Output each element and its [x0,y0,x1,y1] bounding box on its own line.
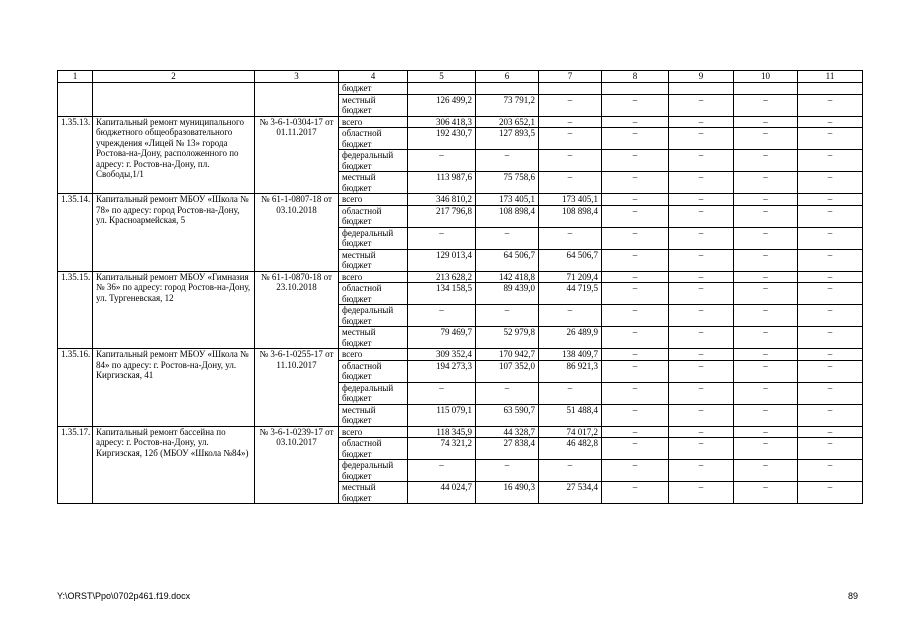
item-number-cell: 1.35.17. [58,426,93,504]
value-cell: – [798,349,863,361]
value-cell: – [798,283,863,305]
value-cell: 129 013,4 [408,249,476,271]
value-cell: 306 418,3 [408,116,476,128]
value-cell: – [539,382,602,404]
value-cell: – [602,482,669,504]
value-cell: – [669,404,734,426]
value-cell: 126 499,2 [408,94,476,116]
value-cell: 113 987,6 [408,172,476,194]
value-cell: 107 352,0 [476,360,539,382]
value-cell: – [602,227,669,249]
value-cell: – [669,305,734,327]
value-cell: 27 838,4 [476,438,539,460]
value-cell: – [669,249,734,271]
value-cell: – [669,227,734,249]
value-cell: – [798,227,863,249]
value-cell: – [734,327,798,349]
funding-source-cell: местный бюджет [339,327,408,349]
item-name-cell: Капитальный ремонт МБОУ «Школа № 78» по адресу: город Ростов-на-Дону, ул. Красноармейская, 5 [93,194,255,272]
funding-source-cell: всего [339,426,408,438]
value-cell: – [734,128,798,150]
value-cell: 173 405,1 [476,194,539,206]
value-cell: – [539,150,602,172]
value-cell: 79 469,7 [408,327,476,349]
value-cell: – [734,116,798,128]
item-number-cell: 1.35.13. [58,116,93,194]
item-name-cell [93,83,255,117]
value-cell: 192 430,7 [408,128,476,150]
column-number: 9 [669,71,734,83]
value-cell: 71 209,4 [539,271,602,283]
value-cell: – [602,249,669,271]
funding-source-cell: федеральный бюджет [339,150,408,172]
value-cell: 173 405,1 [539,194,602,206]
value-cell: – [539,128,602,150]
value-cell: – [476,305,539,327]
value-cell: 86 921,3 [539,360,602,382]
value-cell: – [539,227,602,249]
value-cell: – [539,116,602,128]
value-cell: – [734,305,798,327]
value-cell: – [798,305,863,327]
value-cell: – [602,283,669,305]
value-cell: 309 352,4 [408,349,476,361]
value-cell: – [669,426,734,438]
table-row [58,194,863,206]
funding-source-cell: федеральный бюджет [339,305,408,327]
value-cell: 108 898,4 [476,205,539,227]
value-cell: – [734,94,798,116]
value-cell: 89 439,0 [476,283,539,305]
column-number: 4 [339,71,408,83]
value-cell: 346 810,2 [408,194,476,206]
value-cell: – [602,460,669,482]
document-cell: № 61-1-0870-18 от 23.10.2018 [255,271,339,349]
value-cell: – [602,271,669,283]
funding-source-cell: федеральный бюджет [339,227,408,249]
value-cell: 170 942,7 [476,349,539,361]
value-cell: – [798,482,863,504]
value-cell: – [798,172,863,194]
column-number: 2 [93,71,255,83]
value-cell: 138 409,7 [539,349,602,361]
value-cell: 51 488,4 [539,404,602,426]
value-cell: – [669,194,734,206]
value-cell: 44 328,7 [476,426,539,438]
value-cell: 74 017,2 [539,426,602,438]
value-cell: 44 719,5 [539,283,602,305]
value-cell: – [798,249,863,271]
value-cell: 63 590,7 [476,404,539,426]
value-cell: – [602,426,669,438]
table-body [58,83,863,504]
value-cell: – [669,150,734,172]
value-cell: – [408,382,476,404]
value-cell: – [734,172,798,194]
value-cell: – [476,382,539,404]
value-cell: – [602,382,669,404]
value-cell: – [408,227,476,249]
value-cell: – [602,438,669,460]
funding-source-cell: всего [339,194,408,206]
table-row [58,116,863,128]
value-cell: – [408,460,476,482]
value-cell: – [734,194,798,206]
value-cell: – [734,227,798,249]
document-path: Y:\ORST\Ppo\0702p461.f19.docx [57,591,191,601]
value-cell: – [734,382,798,404]
value-cell: 64 506,7 [539,249,602,271]
value-cell: – [734,283,798,305]
item-number-cell [58,83,93,117]
funding-source-cell: областной бюджет [339,128,408,150]
funding-source-cell: всего [339,271,408,283]
value-cell: – [798,128,863,150]
value-cell: – [734,271,798,283]
funding-source-cell: всего [339,116,408,128]
column-number: 1 [58,71,93,83]
document-cell: № 3-6-1-0304-17 от 01.11.2017 [255,116,339,194]
value-cell: – [602,327,669,349]
funding-source-cell: бюджет [339,83,408,95]
value-cell: 217 796,8 [408,205,476,227]
value-cell: – [539,460,602,482]
value-cell: – [798,150,863,172]
value-cell: – [602,116,669,128]
value-cell: 27 534,4 [539,482,602,504]
value-cell: 44 024,7 [408,482,476,504]
item-number-cell: 1.35.15. [58,271,93,349]
item-number-cell: 1.35.16. [58,349,93,427]
item-name-cell: Капитальный ремонт бассейна по адресу: г. Ростов-на-Дону, ул. Киргизская, 12б (МБОУ «Школа №84») [93,426,255,504]
document-cell: № 61-1-0807-18 от 03.10.2018 [255,194,339,272]
value-cell: 203 652,1 [476,116,539,128]
column-number: 11 [798,71,863,83]
value-cell: – [602,404,669,426]
value-cell: 75 758,6 [476,172,539,194]
funding-source-cell: всего [339,349,408,361]
value-cell: – [798,460,863,482]
document-cell: № 3-6-1-0255-17 от 11.10.2017 [255,349,339,427]
page-number: 89 [847,591,858,601]
value-cell: – [798,327,863,349]
funding-source-cell: областной бюджет [339,205,408,227]
value-cell: 115 079,1 [408,404,476,426]
value-cell: – [798,438,863,460]
funding-source-cell: федеральный бюджет [339,382,408,404]
value-cell: – [602,360,669,382]
funding-source-cell: местный бюджет [339,404,408,426]
value-cell: – [408,305,476,327]
value-cell: – [798,94,863,116]
value-cell: 73 791,2 [476,94,539,116]
document-cell: № 3-6-1-0239-17 от 03.10.2017 [255,426,339,504]
value-cell: – [669,327,734,349]
value-cell: – [602,150,669,172]
funding-source-cell: областной бюджет [339,438,408,460]
value-cell: – [798,116,863,128]
value-cell: 16 490,3 [476,482,539,504]
value-cell: – [669,271,734,283]
funding-source-cell: местный бюджет [339,249,408,271]
value-cell: 74 321,2 [408,438,476,460]
value-cell: – [798,271,863,283]
value-cell: – [798,404,863,426]
funding-source-cell: местный бюджет [339,482,408,504]
value-cell: 213 628,2 [408,271,476,283]
value-cell: – [669,116,734,128]
document-cell [255,83,339,117]
value-cell: – [476,150,539,172]
budget-table [57,70,863,504]
value-cell: – [669,460,734,482]
value-cell: – [734,205,798,227]
value-cell: – [798,426,863,438]
funding-source-cell: областной бюджет [339,283,408,305]
value-cell: 194 273,3 [408,360,476,382]
value-cell: – [798,205,863,227]
value-cell: – [602,349,669,361]
value-cell: – [798,382,863,404]
value-cell: 134 158,5 [408,283,476,305]
value-cell: – [602,128,669,150]
value-cell: 26 489,9 [539,327,602,349]
value-cell: – [734,360,798,382]
value-cell: – [669,172,734,194]
item-name-cell: Капитальный ремонт МБОУ «Школа № 84» по адресу: г. Ростов-на-Дону, ул. Киргизская, 41 [93,349,255,427]
value-cell: – [539,94,602,116]
value-cell: 64 506,7 [476,249,539,271]
item-number-cell: 1.35.14. [58,194,93,272]
value-cell: – [602,94,669,116]
value-cell: – [602,194,669,206]
funding-source-cell: областной бюджет [339,360,408,382]
value-cell: – [734,426,798,438]
value-cell: – [539,305,602,327]
funding-source-cell: федеральный бюджет [339,460,408,482]
value-cell: – [734,349,798,361]
funding-source-cell: местный бюджет [339,172,408,194]
value-cell: – [734,438,798,460]
item-name-cell: Капитальный ремонт муниципального бюджетного общеобразовательного учреждения «Лицей № 13» города Ростова-на-Дону, расположенного по адресу: г. Ростов-на-Дону, пл. Свободы,1/1 [93,116,255,194]
value-cell: 142 418,8 [476,271,539,283]
table-row [58,271,863,283]
value-cell: – [669,438,734,460]
value-cell: – [669,283,734,305]
value-cell: – [476,460,539,482]
column-number: 8 [602,71,669,83]
value-cell: 52 979,8 [476,327,539,349]
value-cell: – [669,382,734,404]
value-cell: – [539,172,602,194]
table-header [58,71,863,83]
value-cell: – [669,205,734,227]
value-cell: – [734,150,798,172]
table-row [58,83,863,95]
value-cell: – [734,404,798,426]
value-cell: 118 345,9 [408,426,476,438]
value-cell: – [669,128,734,150]
funding-source-cell: местный бюджет [339,94,408,116]
column-number: 7 [539,71,602,83]
value-cell: 108 898,4 [539,205,602,227]
item-name-cell: Капитальный ремонт МБОУ «Гимназия № 36» по адресу: город Ростов-на-Дону, ул. Тургеневская, 12 [93,271,255,349]
value-cell: – [669,482,734,504]
table-row [58,349,863,361]
value-cell: – [734,460,798,482]
column-number: 3 [255,71,339,83]
value-cell: – [476,227,539,249]
value-cell: – [669,360,734,382]
table-row [58,426,863,438]
column-number: 6 [476,71,539,83]
value-cell: 127 893,5 [476,128,539,150]
value-cell: – [734,249,798,271]
value-cell: – [669,349,734,361]
column-number: 5 [408,71,476,83]
value-cell: – [408,150,476,172]
value-cell: – [602,172,669,194]
column-number: 10 [734,71,798,83]
value-cell: – [602,205,669,227]
value-cell: 46 482,8 [539,438,602,460]
value-cell: – [602,305,669,327]
value-cell: – [734,482,798,504]
value-cell: – [669,94,734,116]
value-cell: – [798,194,863,206]
value-cell: – [798,360,863,382]
